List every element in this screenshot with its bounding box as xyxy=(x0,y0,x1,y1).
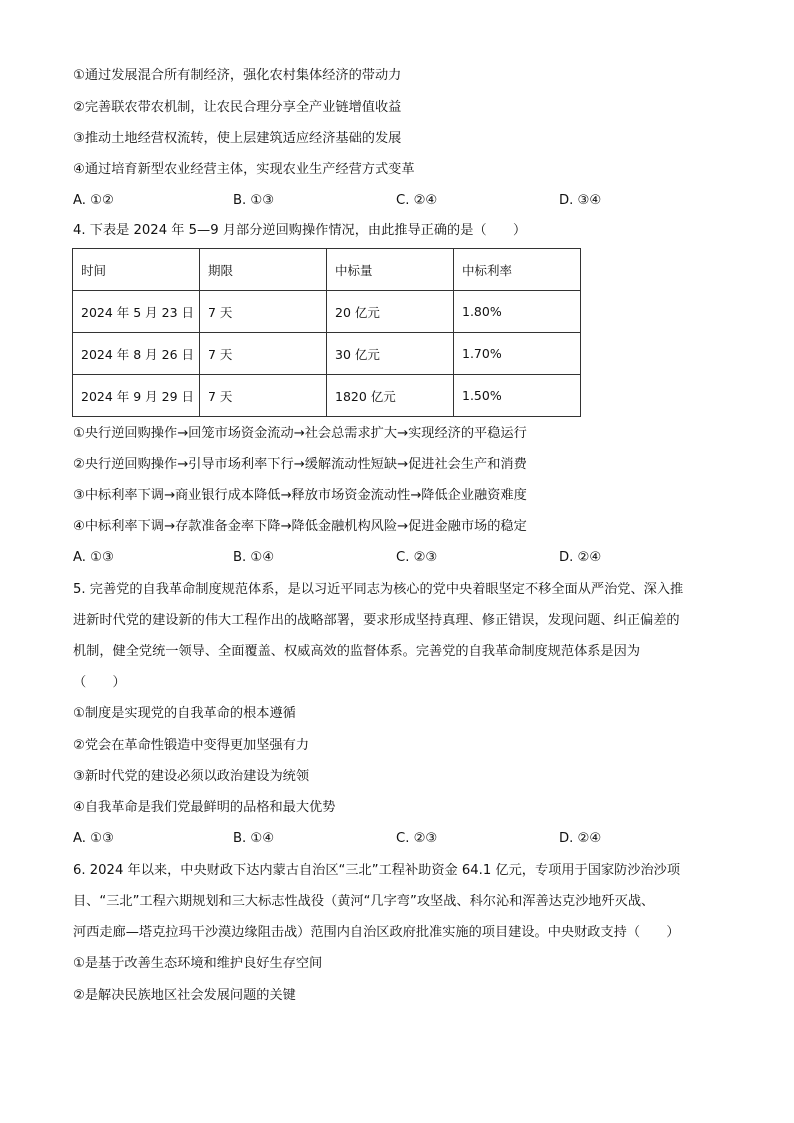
table-row xyxy=(73,375,581,417)
q6-stem-line-3: 河西走廊—塔克拉玛干沙漠边缘阻击战）范围内自治区政府批准实施的项目建设。中央财政支持（ ） xyxy=(73,925,680,940)
q3-choice-c[interactable]: C. ②④ xyxy=(396,193,438,208)
q5-choice-c[interactable]: C. ②③ xyxy=(396,831,438,846)
table-header-row xyxy=(73,249,581,291)
q5-option-2: ②党会在革命性锻造中变得更加坚强有力 xyxy=(73,738,310,753)
table-cell: 7 天 xyxy=(200,333,327,375)
table-cell: 2024 年 9 月 29 日 xyxy=(73,375,200,417)
q5-option-4: ④自我革命是我们党最鲜明的品格和最大优势 xyxy=(73,800,336,815)
table-row xyxy=(73,333,581,375)
q5-stem-line-3: 机制，健全党统一领导、全面覆盖、权威高效的监督体系。完善党的自我革命制度规范体系是因为 xyxy=(73,644,641,659)
q5-stem-line-4: （ ） xyxy=(73,675,126,690)
table-row xyxy=(73,291,581,333)
q3-option-2: ②完善联农带农机制，让农民合理分享全产业链增值收益 xyxy=(73,100,402,115)
q4-choice-a[interactable]: A. ①③ xyxy=(73,550,114,565)
q5-choice-b[interactable]: B. ①④ xyxy=(233,831,275,846)
q3-choice-b[interactable]: B. ①③ xyxy=(233,193,275,208)
table-cell: 7 天 xyxy=(200,375,327,417)
q5-option-3: ③新时代党的建设必须以政治建设为统领 xyxy=(73,769,310,784)
table-cell: 2024 年 8 月 26 日 xyxy=(73,333,200,375)
q6-stem-line-1: 6. 2024 年以来，中央财政下达内蒙古自治区“三北”工程补助资金 64.1 亿元，专项用于国家防沙治沙项 xyxy=(73,863,681,878)
table-header-cell: 中标量 xyxy=(327,249,454,291)
table-cell: 20 亿元 xyxy=(327,291,454,333)
q3-choice-d[interactable]: D. ③④ xyxy=(559,193,602,208)
q4-answer-choices xyxy=(73,548,673,568)
q4-option-3: ③中标利率下调→商业银行成本降低→释放市场资金流动性→降低企业融资难度 xyxy=(73,488,527,503)
q4-option-2: ②央行逆回购操作→引导市场利率下行→缓解流动性短缺→促进社会生产和消费 xyxy=(73,457,527,472)
q4-choice-b[interactable]: B. ①④ xyxy=(233,550,275,565)
table-cell: 1.70% xyxy=(454,333,581,375)
q3-option-4: ④通过培育新型农业经营主体，实现农业生产经营方式变革 xyxy=(73,162,415,177)
q4-stem: 4. 下表是 2024 年 5—9 月部分逆回购操作情况，由此推导正确的是（ ） xyxy=(73,223,527,238)
q3-choice-a[interactable]: A. ①② xyxy=(73,193,114,208)
q6-option-2: ②是解决民族地区社会发展问题的关键 xyxy=(73,988,296,1003)
q5-stem-line-1: 5. 完善党的自我革命制度规范体系，是以习近平同志为核心的党中央着眼坚定不移全面从严治党、深入推 xyxy=(73,582,684,597)
table-cell: 7 天 xyxy=(200,291,327,333)
q6-stem-line-2: 目、“三北”工程六期规划和三大标志性战役（黄河“几字弯”攻坚战、科尔沁和浑善达克沙地歼灭战、 xyxy=(73,894,655,909)
q3-option-3: ③推动土地经营权流转，使上层建筑适应经济基础的发展 xyxy=(73,131,402,146)
q3-answer-choices xyxy=(73,191,673,211)
table-cell: 2024 年 5 月 23 日 xyxy=(73,291,200,333)
q5-answer-choices xyxy=(73,829,673,849)
table-header-cell: 中标利率 xyxy=(454,249,581,291)
table-cell: 1.80% xyxy=(454,291,581,333)
reverse-repo-table xyxy=(72,248,581,417)
q4-choice-c[interactable]: C. ②③ xyxy=(396,550,438,565)
q5-stem-line-2: 进新时代党的建设新的伟大工程作出的战略部署，要求形成坚持真理、修正错误，发现问题、纠正偏差的 xyxy=(73,613,680,628)
q4-option-1: ①央行逆回购操作→回笼市场资金流动→社会总需求扩大→实现经济的平稳运行 xyxy=(73,426,527,441)
q5-choice-a[interactable]: A. ①③ xyxy=(73,831,114,846)
table-cell: 1.50% xyxy=(454,375,581,417)
q3-option-1: ①通过发展混合所有制经济，强化农村集体经济的带动力 xyxy=(73,68,402,83)
table-cell: 1820 亿元 xyxy=(327,375,454,417)
q5-option-1: ①制度是实现党的自我革命的根本遵循 xyxy=(73,706,296,721)
q5-choice-d[interactable]: D. ②④ xyxy=(559,831,602,846)
q6-option-1: ①是基于改善生态环境和维护良好生存空间 xyxy=(73,956,323,971)
table-header-cell: 期限 xyxy=(200,249,327,291)
table-header-cell: 时间 xyxy=(73,249,200,291)
table-cell: 30 亿元 xyxy=(327,333,454,375)
q4-choice-d[interactable]: D. ②④ xyxy=(559,550,602,565)
q4-option-4: ④中标利率下调→存款准备金率下降→降低金融机构风险→促进金融市场的稳定 xyxy=(73,519,527,534)
